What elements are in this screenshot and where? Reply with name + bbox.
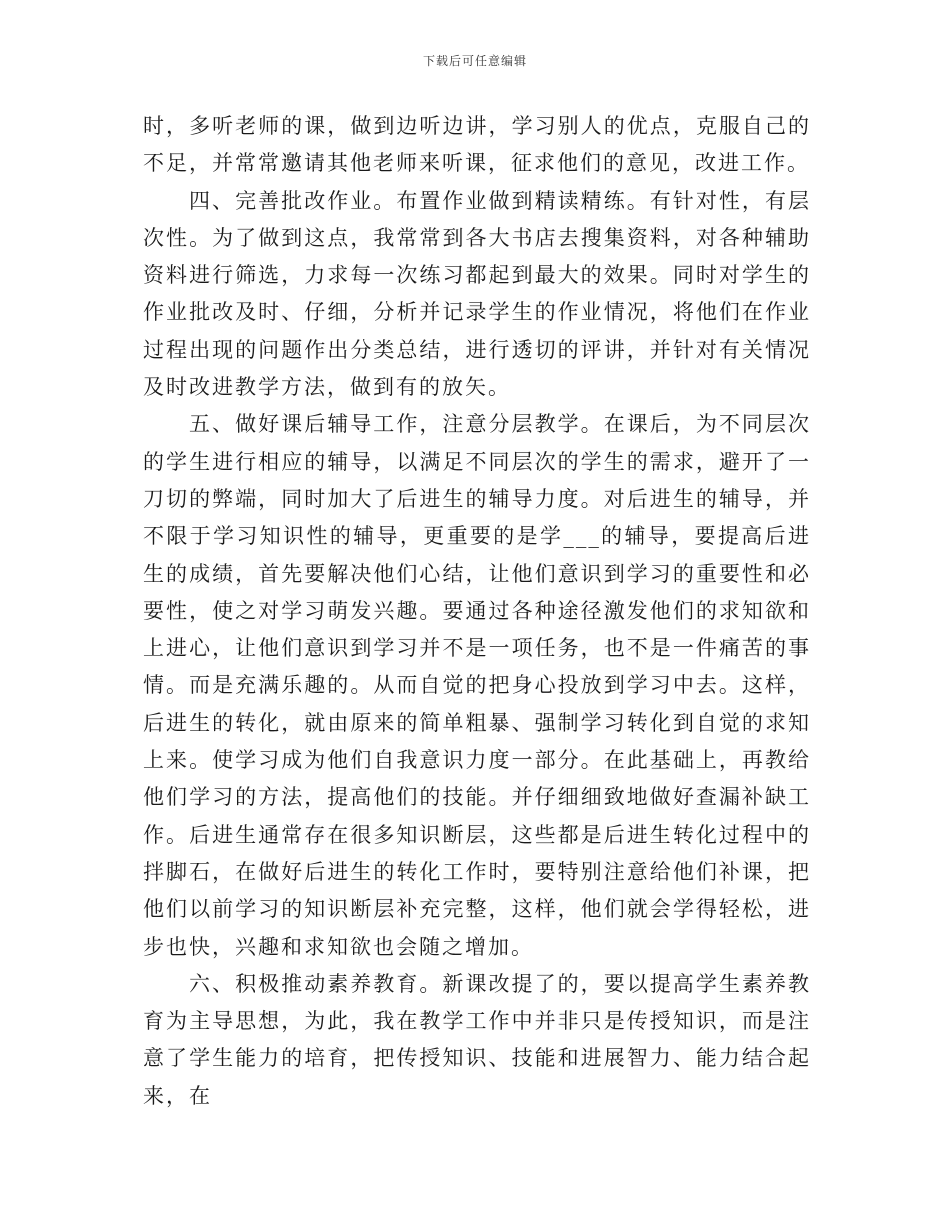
paragraph-five-tutoring: 五、做好课后辅导工作，注意分层教学。在课后，为不同层次的学生进行相应的辅导，以满足不同层次的学生的需求，避开了一刀切的弊端，同时加大了后进生的辅导力度。对后进生的辅导，并不限于学习知识性的辅导，更重要的是学___的辅导，要提高后进生的成绩，首先要解决他们心结，让他们意识到学习的重要性和必要性，使之对学习萌发兴趣。要通过各种途径激发他们的求知欲和上进心，让他们意识到学习并不是一项任务，也不是一件痛苦的事情。而是充满乐趣的。从而自觉的把身心投放到学习中去。这样，后进生的转化，就由原来的简单粗暴、强制学习转化到自觉的求知上来。使学习成为他们自我意识力度一部分。在此基础上，再教给他们学习的方法，提高他们的技能。并仔细细致地做好查漏补缺工作。后进生通常存在很多知识断层，这些都是后进生转化过程中的拌脚石，在做好后进生的转化工作时，要特别注意给他们补课，把他们以前学习的知识断层补充完整，这样，他们就会学得轻松，进步也快，兴趣和求知欲也会随之增加。: [143, 412, 811, 959]
paragraph-continuation: 时，多听老师的课，做到边听边讲，学习别人的优点，克服自己的不足，并常常邀请其他老师来听课，征求他们的意见，改进工作。: [143, 114, 811, 176]
page-header: 下载后可任意编辑: [422, 54, 527, 68]
document-body: [143, 108, 811, 1115]
paragraph-four-homework: 四、完善批改作业。布置作业做到精读精练。有针对性，有层次性。为了做到这点，我常常到各大书店去搜集资料，对各种辅助资料进行筛选，力求每一次练习都起到最大的效果。同时对学生的作业批改及时、仔细，分析并记录学生的作业情况，将他们在作业过程出现的问题作出分类总结，进行透切的评讲，并针对有关情况及时改进教学方法，做到有的放矢。: [143, 188, 811, 400]
paragraph-six-quality-education: 六、积极推动素养教育。新课改提了的，要以提高学生素养教育为主导思想，为此，我在教学工作中并非只是传授知识，而是注意了学生能力的培育，把传授知识、技能和进展智力、能力结合起来，在: [143, 971, 811, 1108]
